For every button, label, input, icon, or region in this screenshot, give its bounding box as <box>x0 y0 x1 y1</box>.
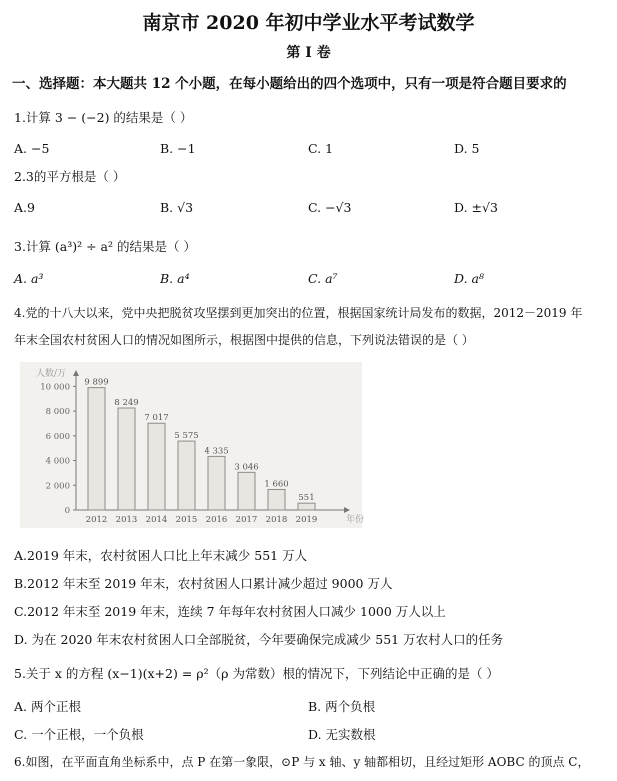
bar-value-label: 9 899 <box>84 377 109 388</box>
x-axis-arrow <box>344 507 350 513</box>
y-tick-label: 0 <box>64 506 70 516</box>
x-tick-label: 2015 <box>175 515 198 525</box>
question-5-option-c: C. 一个正根，一个负根 <box>14 727 144 742</box>
bar-value-label: 7 017 <box>144 413 169 424</box>
y-tick-label: 4 000 <box>45 456 70 467</box>
question-2-option-b: B. √3 <box>160 200 194 215</box>
volume-heading: 第 I 卷 <box>286 45 331 61</box>
bar <box>178 441 195 510</box>
bar-value-label: 4 335 <box>204 446 229 457</box>
question-3-stem: 3.计算 (a³)² ÷ a² 的结果是（ ） <box>14 239 196 254</box>
question-4-stem-line-1: 4.党的十八大以来，党中央把脱贫攻坚摆到更加突出的位置，根据国家统计局发布的数据，2012－2019 年 <box>14 306 583 320</box>
x-tick-label: 2016 <box>205 515 228 525</box>
bar-value-label: 5 575 <box>174 431 199 442</box>
bar-value-label: 8 249 <box>114 398 139 409</box>
bar <box>118 408 135 510</box>
question-5-stem: 5.关于 x 的方程 (x−1)(x+2) = ρ²（ρ 为常数）根的情况下，下列结论中正确的是（ ） <box>14 666 499 681</box>
question-5-option-b: B. 两个负根 <box>308 699 376 714</box>
y-tick-label: 6 000 <box>45 431 70 442</box>
x-tick-label: 2018 <box>265 515 288 525</box>
bar-value-label: 551 <box>298 493 315 504</box>
y-tick-label: 8 000 <box>45 407 70 418</box>
question-4-option-a: A.2019 年末，农村贫困人口比上年末减少 551 万人 <box>14 548 308 563</box>
y-tick-label: 2 000 <box>45 481 70 492</box>
section-heading: 一、选择题：本大题共 12 个小题，在每小题给出的四个选项中，只有一项是符合题目要求的 <box>12 76 567 92</box>
bar <box>88 388 105 510</box>
y-tick-label: 10 000 <box>40 382 70 393</box>
question-6-stem: 6.如图，在平面直角坐标系中，点 P 在第一象限，⊙P 与 x 轴、y 轴都相切，且经过矩形 AOBC 的顶点 C， <box>14 755 590 769</box>
x-tick-label: 2017 <box>235 515 258 525</box>
page-title: 南京市 2020 年初中学业水平考试数学 <box>142 12 475 34</box>
x-axis-label: 年份 <box>346 515 365 525</box>
x-tick-label: 2012 <box>85 515 108 525</box>
question-3-option-a: A. a³ <box>14 271 44 286</box>
question-4-option-c: C.2012 年末至 2019 年末，连续 7 年每年农村贫困人口减少 1000 万人以上 <box>14 604 446 619</box>
question-2-stem: 2.3的平方根是（ ） <box>14 169 126 184</box>
question-2-option-d: D. ±√3 <box>454 200 498 215</box>
question-2-option-a: A.9 <box>14 200 35 215</box>
question-5-option-a: A. 两个正根 <box>14 699 81 714</box>
bar <box>298 503 315 510</box>
bar <box>148 423 165 510</box>
question-2-option-c: C. −√3 <box>308 200 352 215</box>
y-axis-arrow <box>73 370 79 376</box>
bar <box>208 456 225 510</box>
bar <box>238 472 255 510</box>
question-1-option-b: B. −1 <box>160 141 196 156</box>
question-3-option-b: B. a⁴ <box>160 271 190 286</box>
question-1-option-c: C. 1 <box>308 141 334 156</box>
question-1-stem: 1.计算 3 − (−2) 的结果是（ ） <box>14 110 193 125</box>
bar-value-label: 1 660 <box>264 479 289 490</box>
chart-canvas <box>20 362 365 528</box>
bar-value-label: 3 046 <box>234 462 259 473</box>
question-5-option-d: D. 无实数根 <box>308 727 376 742</box>
question-1-option-a: A. −5 <box>14 141 50 156</box>
x-tick-label: 2013 <box>115 515 138 525</box>
question-1-option-d: D. 5 <box>454 141 480 156</box>
x-tick-label: 2019 <box>295 515 318 525</box>
y-axis-label: 人数/万 <box>36 369 67 379</box>
question-4-option-b: B.2012 年末至 2019 年末，农村贫困人口累计减少超过 9000 万人 <box>14 576 393 591</box>
poverty-bar-chart <box>20 362 365 528</box>
question-3-option-d: D. a⁸ <box>454 271 484 286</box>
question-4-stem-line-2: 年末全国农村贫困人口的情况如图所示，根据图中提供的信息，下列说法错误的是（ ） <box>14 333 474 347</box>
question-4-option-d: D. 为在 2020 年末农村贫困人口全部脱贫，今年要确保完成减少 551 万农村人口的任务 <box>14 632 504 647</box>
x-tick-label: 2014 <box>145 515 168 525</box>
bar <box>268 489 285 510</box>
question-3-option-c: C. a⁷ <box>308 271 338 286</box>
